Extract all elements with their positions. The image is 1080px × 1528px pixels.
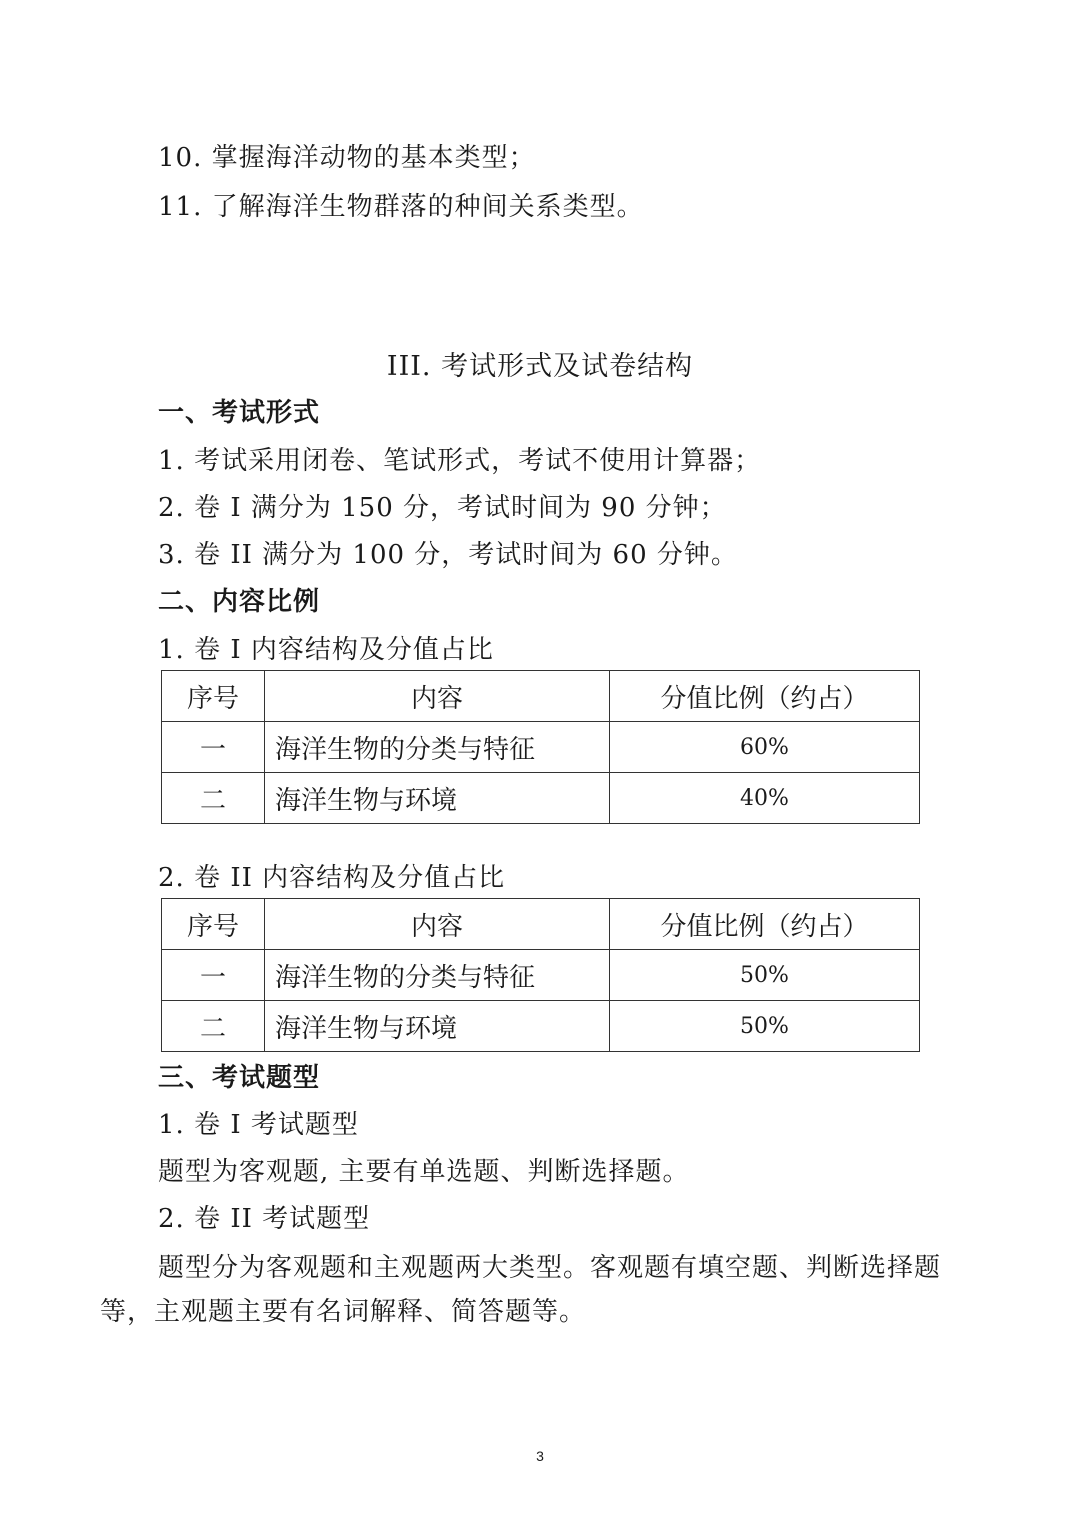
table2-caption: 2. 卷 II 内容结构及分值占比: [158, 863, 506, 893]
page-number: 3: [536, 1448, 544, 1464]
table-header-row: [162, 899, 920, 950]
score-table-paper-1: [161, 670, 920, 824]
table-row: [162, 773, 920, 824]
table-row: [162, 1001, 920, 1052]
cell-ratio: 50%: [610, 1001, 920, 1052]
exam-form-item-3: 3. 卷 II 满分为 100 分，考试时间为 60 分钟。: [158, 540, 738, 570]
heading-exam-form: 一、考试形式: [158, 398, 321, 428]
table-row: [162, 950, 920, 1001]
cell-ratio: 60%: [610, 722, 920, 773]
cell-content: 海洋生物与环境: [265, 773, 610, 824]
exam-form-item-2: 2. 卷 I 满分为 150 分，考试时间为 90 分钟；: [158, 493, 727, 523]
objective-11: 11. 了解海洋生物群落的种间关系类型。: [158, 192, 644, 222]
cell-index: 一: [162, 950, 265, 1001]
header-index: 序号: [162, 899, 265, 950]
header-ratio: 分值比例（约占）: [610, 899, 920, 950]
objective-10: 10. 掌握海洋动物的基本类型；: [158, 143, 536, 173]
header-content: 内容: [265, 899, 610, 950]
cell-index: 二: [162, 773, 265, 824]
header-content: 内容: [265, 671, 610, 722]
paper2-question-types: 2. 卷 II 考试题型: [158, 1204, 371, 1234]
cell-content: 海洋生物的分类与特征: [265, 950, 610, 1001]
cell-content: 海洋生物的分类与特征: [265, 722, 610, 773]
table-row: [162, 722, 920, 773]
heading-content-ratio: 二、内容比例: [158, 587, 321, 617]
header-ratio: 分值比例（约占）: [610, 671, 920, 722]
heading-question-types: 三、考试题型: [158, 1063, 321, 1093]
header-index: 序号: [162, 671, 265, 722]
cell-index: 二: [162, 1001, 265, 1052]
paper2-question-types-text: 题型分为客观题和主观题两大类型。客观题有填空题、判断选择题等，主观题主要有名词解释、简答题等。: [100, 1253, 942, 1327]
cell-ratio: 40%: [610, 773, 920, 824]
exam-form-item-1: 1. 考试采用闭卷、笔试形式，考试不使用计算器；: [158, 446, 762, 476]
paper1-question-types: 1. 卷 I 考试题型: [158, 1110, 359, 1140]
cell-content: 海洋生物与环境: [265, 1001, 610, 1052]
cell-ratio: 50%: [610, 950, 920, 1001]
table-header-row: [162, 671, 920, 722]
section-title: III. 考试形式及试卷结构: [386, 351, 694, 382]
paper1-question-types-text: 题型为客观题, 主要有单选题、判断选择题。: [158, 1157, 690, 1187]
cell-index: 一: [162, 722, 265, 773]
table1-caption: 1. 卷 I 内容结构及分值占比: [158, 635, 494, 665]
score-table-paper-2: [161, 898, 920, 1052]
